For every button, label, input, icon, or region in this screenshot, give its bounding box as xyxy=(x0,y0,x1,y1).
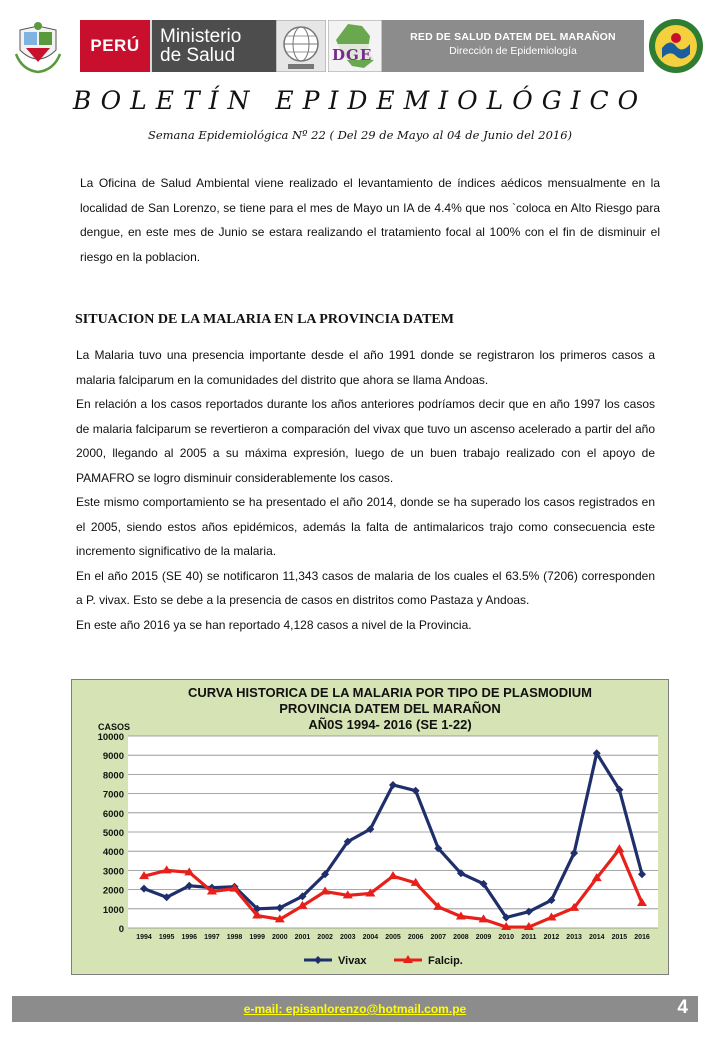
y-tick-label: 4000 xyxy=(102,847,124,859)
chart-legend xyxy=(304,955,463,967)
x-tick-label: 2002 xyxy=(317,934,333,941)
peru-badge: PERÚ xyxy=(80,20,150,72)
body-paragraph: Este mismo comportamiento se ha presentado el año 2014, donde se ha superado los casos registrados en el 2005, siendo estos años epidémicos, además la falta de antimalaricos trajo como consecuencia este incremento significativo de la malaria. xyxy=(76,495,655,558)
malaria-line-chart xyxy=(72,680,668,974)
x-tick-label: 2000 xyxy=(272,934,288,941)
y-tick-label: 1000 xyxy=(102,904,124,916)
x-tick-label: 1998 xyxy=(226,934,243,941)
network-subtitle: Dirección de Epidemiología xyxy=(449,45,577,57)
y-tick-label: 2000 xyxy=(102,885,124,897)
x-tick-label: 1995 xyxy=(158,934,175,941)
legend-label-vivax: Vivax xyxy=(338,955,367,967)
y-tick-label: 9000 xyxy=(102,751,124,763)
x-tick-labels xyxy=(136,934,650,941)
body-paragraph: En relación a los casos reportados durante los años anteriores podríamos decir que en año 1997 los casos de malaria falciparum se revertieron a comparación del vivax que tuvo un ascenso acelerado a partir del año 2000, llegando al 2005 a su máxima expresión, luego de un buen trabajo realizado con el apoyo de PAMAFRO se logro disminuir considerablemente los casos. xyxy=(76,397,655,485)
x-tick-label: 2015 xyxy=(611,934,628,941)
contact-email-link[interactable]: e-mail: episanlorenzo@hotmail.com.pe xyxy=(243,1002,467,1016)
y-tick-label: 8000 xyxy=(102,770,124,782)
page-footer xyxy=(12,996,698,1022)
ministerio-de-salud-label: Ministerio de Salud xyxy=(152,20,276,72)
page-number: 4 xyxy=(677,997,688,1018)
y-tick-label: 5000 xyxy=(102,828,124,839)
bulletin-title: BOLETÍN EPIDEMIOLÓGICO xyxy=(72,86,648,115)
network-title-box xyxy=(382,20,644,72)
page-header xyxy=(12,18,702,76)
legend-marker-vivax xyxy=(314,956,322,964)
peru-coat-of-arms-icon xyxy=(12,20,64,74)
x-tick-label: 2012 xyxy=(543,934,560,941)
x-tick-label: 2009 xyxy=(475,934,492,941)
x-tick-label: 1996 xyxy=(181,934,198,941)
body-paragraph: La Malaria tuvo una presencia importante desde el año 1991 donde se registraron los primeros casos a malaria falciparum en la comunidades del distrito que ahora se llama Andoas. xyxy=(76,348,655,387)
chart-title-line: CURVA HISTORICA DE LA MALARIA POR TIPO DE PLASMODIUM xyxy=(188,685,592,700)
x-tick-label: 2001 xyxy=(294,934,311,941)
dge-logo xyxy=(328,20,382,72)
x-tick-label: 2013 xyxy=(566,934,582,941)
y-tick-label: 10000 xyxy=(97,732,124,743)
x-tick-label: 2005 xyxy=(385,934,401,941)
y-tick-label: 6000 xyxy=(102,808,124,820)
x-tick-label: 1999 xyxy=(249,934,265,941)
x-tick-label: 1994 xyxy=(136,934,152,941)
y-axis-label: CASOS xyxy=(98,722,131,732)
x-tick-label: 2014 xyxy=(588,934,605,941)
x-tick-label: 2004 xyxy=(362,934,379,941)
body-paragraph: En este año 2016 ya se han reportado 4,128 casos a nivel de la Provincia. xyxy=(76,617,472,632)
bulletin-subtitle: Semana Epidemiológica Nº 22 ( Del 29 de Mayo al 04 de Junio del 2016) xyxy=(147,128,573,142)
y-tick-label: 7000 xyxy=(102,789,124,801)
red-salud-datem-seal-icon xyxy=(648,18,704,74)
section-body xyxy=(76,343,655,637)
x-tick-label: 2016 xyxy=(634,934,650,941)
x-tick-label: 2011 xyxy=(521,934,537,941)
renace-globe-logo-icon xyxy=(276,20,326,72)
dge-label: DGE xyxy=(332,46,373,64)
section-heading: SITUACION DE LA MALARIA EN LA PROVINCIA DATEM xyxy=(75,312,454,327)
x-tick-label: 2006 xyxy=(407,934,424,941)
intro-paragraph: La Oficina de Salud Ambiental viene realizado el levantamiento de índices aédicos mensualmente en la localidad de San Lorenzo, se tiene para el mes de Mayo un IA de 4.4% que nos `coloca en Alto Riesgo para dengue, en este mes de Junio se estara realizando el tratamiento focal al 100% con el fin de disminuir el riesgo en la poblacion. xyxy=(80,176,660,264)
x-tick-label: 2003 xyxy=(339,934,356,941)
x-tick-label: 2008 xyxy=(453,934,469,941)
body-paragraph: En el año 2015 (SE 40) se notificaron 11,343 casos de malaria de los cuales el 63.5% (7206) corresponden a P. vivax. Esto se debe a la presencia de casos en distritos como Pastaza y Andoas. xyxy=(76,568,655,607)
y-tick-label: 0 xyxy=(118,924,124,935)
minsa-logo xyxy=(80,20,276,72)
legend-label-falcip: Falcip. xyxy=(428,955,463,967)
chart-title-line: AÑ0S 1994- 2016 (SE 1-22) xyxy=(308,717,472,732)
x-tick-label: 2007 xyxy=(430,934,447,941)
x-tick-label: 2010 xyxy=(498,934,514,941)
chart-title-line: PROVINCIA DATEM DEL MARAÑON xyxy=(279,701,501,716)
x-tick-label: 1997 xyxy=(204,934,220,941)
malaria-chart-panel xyxy=(71,679,669,975)
network-title: RED DE SALUD DATEM DEL MARAÑON xyxy=(410,31,616,43)
y-tick-labels xyxy=(98,732,124,935)
y-tick-label: 3000 xyxy=(102,866,124,878)
